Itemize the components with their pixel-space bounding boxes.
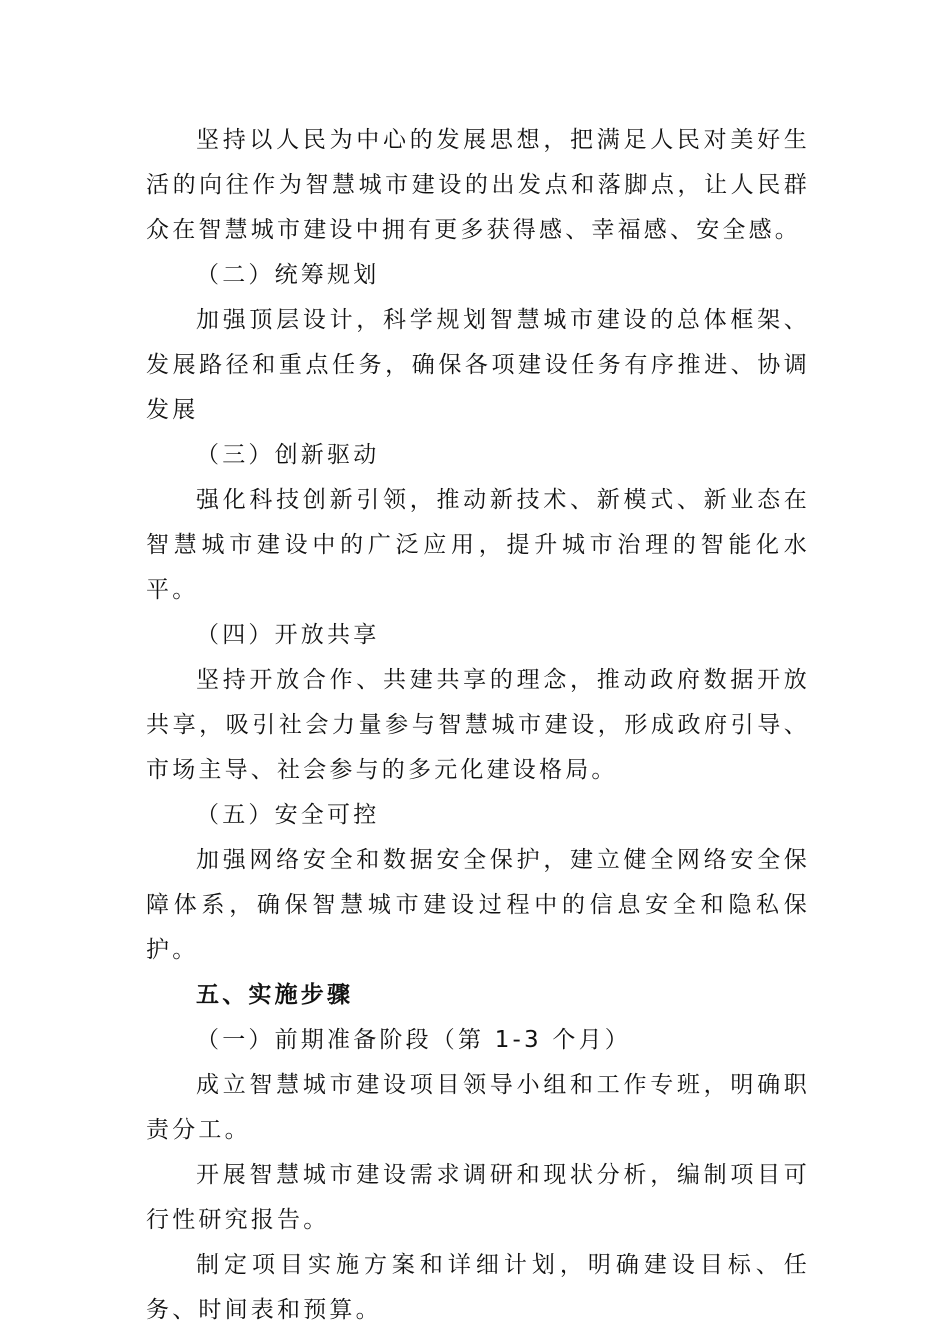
subheading-overall-planning: （二）统筹规划 <box>196 262 380 288</box>
subheading-secure-controllable: （五）安全可控 <box>196 802 380 828</box>
paragraph-needs-research: 开展智慧城市建设需求调研和现状分析，编制项目可行性研究报告。 <box>146 1162 810 1233</box>
section-heading-implementation-steps: 五、实施步骤 <box>196 982 354 1008</box>
paragraph-secure-controllable: 加强网络安全和数据安全保护，建立健全网络安全保障体系，确保智慧城市建设过程中的信息安全和隐私保护。 <box>146 847 810 963</box>
paragraph-open-sharing: 坚持开放合作、共建共享的理念，推动政府数据开放共享，吸引社会力量参与智慧城市建设，形成政府引导、市场主导、社会参与的多元化建设格局。 <box>146 667 810 783</box>
paragraph-innovation-driven: 强化科技创新引领，推动新技术、新模式、新业态在智慧城市建设中的广泛应用，提升城市治理的智能化水平。 <box>146 487 810 603</box>
paragraph-people-centered: 坚持以人民为中心的发展思想，把满足人民对美好生活的向往作为智慧城市建设的出发点和落脚点，让人民群众在智慧城市建设中拥有更多获得感、幸福感、安全感。 <box>146 127 810 243</box>
paragraph-implementation-plan: 制定项目实施方案和详细计划，明确建设目标、任务、时间表和预算。 <box>146 1252 810 1323</box>
paragraph-establish-leadership: 成立智慧城市建设项目领导小组和工作专班，明确职责分工。 <box>146 1072 810 1143</box>
document-body <box>146 118 810 1333</box>
subheading-preparation-phase: （一）前期准备阶段（第 1-3 个月） <box>196 1027 631 1053</box>
subheading-innovation-driven: （三）创新驱动 <box>196 442 380 468</box>
subheading-open-sharing: （四）开放共享 <box>196 622 380 648</box>
paragraph-overall-planning: 加强顶层设计，科学规划智慧城市建设的总体框架、发展路径和重点任务，确保各项建设任务有序推进、协调发展 <box>146 307 810 423</box>
